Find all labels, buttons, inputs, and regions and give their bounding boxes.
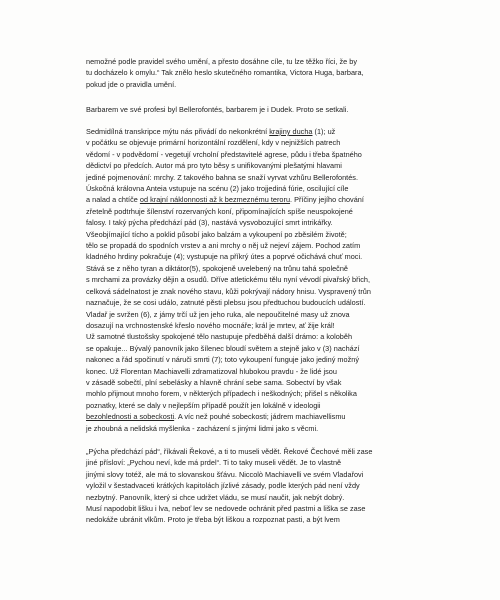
text-line	[86, 354, 404, 365]
text-segment: se opakuje... Bývalý panovník jako šílenec bloudí světem a stejně jako v (3) nachází	[86, 343, 360, 353]
text-line	[86, 320, 404, 331]
text-segment: dosazují na vrchnostenské křeslo nového mocnáře; král je mrtev, ať žije král!	[86, 320, 335, 330]
text-segment: (1); už	[312, 127, 336, 136]
text-segment: celková sádelnatost je znak nového stavu, kůži pokrývají nádory hnisu. Vyspravený trůn	[86, 286, 371, 296]
text-line	[86, 229, 404, 240]
text-line	[86, 366, 404, 377]
text-segment: mohlo přijmout mnoho forem, v některých případech i neškodných; přišel s několika	[86, 389, 357, 399]
text-line	[86, 377, 404, 388]
text-line	[86, 446, 404, 457]
text-segment: jediné pojmenování: mrchy. Z takového bahna se snaží vyrvat vzhůru Bellerofontés.	[86, 172, 359, 182]
text-line	[86, 172, 404, 183]
underlined-text: krajiny ducha	[269, 127, 313, 136]
text-line	[86, 206, 404, 217]
text-segment: v zásadě sobečtí, plní sebelásky a hlavně chrání sebe sama. Sobectví by však	[86, 377, 342, 387]
text-line	[86, 411, 404, 422]
text-line	[86, 194, 404, 205]
text-line	[86, 492, 404, 503]
text-segment: nakonec a řád spočinutí v náruči smrti (7); toto vykoupení funguje jako jediný možný	[86, 355, 360, 365]
text-segment: „Pýcha předchází pád“, říkávali Řekové, a ti to museli vědět. Řekové Čechové měli zase	[86, 447, 373, 456]
text-segment: zřetelně podtrhuje šílenství rozervaných koní, připomínajících spíše neuspokojené	[86, 206, 353, 216]
text-segment: . A víc než pouhé sobeckosti; jádrem machiavellismu	[174, 412, 346, 422]
text-line	[86, 67, 404, 78]
text-segment: Úskočná královna Anteia vstupuje na scénu (2) jako trojjediná fúrie, oscilující cíle	[86, 184, 349, 194]
text-segment: tu docházelo k omylu.“ Tak znělo heslo skutečného romantika, Victora Huga, barbara,	[86, 68, 364, 78]
text-segment: Sedmidílná transkripce mýtu nás přivádí do nekonkrétní	[86, 127, 270, 136]
text-line	[86, 149, 404, 160]
text-segment: naznačuje, že se cosi událo, zatnuté pěsti plebsu jsou předtuchou budoucích událostí.	[86, 298, 366, 308]
text-segment: a nalad a chtíče	[86, 195, 140, 205]
text-line	[86, 263, 404, 274]
text-segment: Musí napodobit lišku i lva, neboť lev se nedovede ochránit před pastmi a liška se zase	[86, 504, 366, 514]
text-line	[86, 56, 404, 67]
text-line	[86, 137, 404, 148]
text-line	[86, 104, 404, 115]
underlined-text: bezohlednosti a sobeckosti	[86, 412, 175, 422]
text-line	[86, 400, 404, 411]
text-line	[86, 480, 404, 491]
text-segment: jiné přísloví: „Pychou neví, kde má prdel“. Ti to taky museli vědět. Je to vlastně	[86, 458, 342, 468]
text-line	[86, 309, 404, 320]
text-line	[86, 126, 404, 137]
paragraph-pycha	[86, 446, 404, 526]
text-line	[86, 423, 404, 434]
text-segment: pokud jde o pravidla umění.	[86, 79, 177, 89]
text-line	[86, 388, 404, 399]
text-segment: Všeobjímající tíchо a poklid působí jako balzám a vykoupení po zběsilém životě;	[86, 229, 347, 239]
text-segment: tělo se propadá do spodních vrstev a ani mrchy o něj už nejeví zájem. Pochod zatím	[86, 241, 361, 251]
text-segment: nezbytný. Panovník, který si chce udržet vládu, se musí naučit, jak nebýt dobrý.	[86, 492, 345, 502]
text-segment: Vladař je svržen (6), z jámy trčí už jen jeho ruka, ale nepoučitelné masy už znova	[86, 309, 350, 319]
text-line	[86, 343, 404, 354]
text-segment: falosy. I taký pýcha předchází pád (3), nastává vysvobozující smrt intrikářky.	[86, 218, 333, 228]
paragraph-intro-quote-end	[86, 56, 404, 90]
text-line	[86, 160, 404, 171]
text-segment: . Příčiny jejího chování	[290, 195, 364, 205]
text-segment: v počátku se objevuje primární horizontální rozdělení, kdy v nejnižších patrech	[86, 138, 341, 148]
text-line	[86, 79, 404, 90]
text-segment: je zhoubná a nelidská myšlenka - zacházení s jinými lidmi jako s věcmi.	[86, 423, 319, 433]
text-segment: Už samotné tlustošsky spokojené tělo nastupuje předběhá další drámo: a koloběh	[86, 332, 353, 342]
text-line	[86, 274, 404, 285]
paragraph-myth-transcript	[86, 126, 404, 434]
paragraph-barbarem	[86, 104, 404, 115]
text-line	[86, 240, 404, 251]
text-line	[86, 331, 404, 342]
text-segment: kladného hrdiny pokračuje (4); vystupuje na příkrý útes a poprvé očichává chuť moci.	[86, 252, 363, 262]
text-line	[86, 469, 404, 480]
text-segment: vědomí - v podvědomí - vegetují vrcholní představitelé agrese, půdu i třeba špatného	[86, 149, 362, 159]
text-line	[86, 251, 404, 262]
text-segment: jinými slovy totéž, ale má to slovanskou šťávu. Niccolò Machiavelli ve svém Vladařovi	[86, 469, 364, 479]
text-segment: nemožné podle pravidel svého umění, a přesto dosáhne cíle, tu lze těžko říci, že by	[86, 57, 357, 66]
text-line	[86, 503, 404, 514]
text-segment: nedokáže ubránit vlkům. Proto je třeba být liškou a rozpoznat pasti, a být lvem	[86, 515, 340, 525]
text-segment: poznatky, které se daly v nejlepším případě použít jen lokálně v ideologii	[86, 400, 321, 410]
text-segment: s mrchami za provázky dějin a osudů. Dříve atletickému tělu nyní vévodí pivařský břich,	[86, 275, 371, 285]
text-segment: Barbarem ve své profesi byl Bellerofontés, barbarem je i Dudek. Proto se setkali.	[86, 105, 349, 114]
text-line	[86, 457, 404, 468]
text-line	[86, 297, 404, 308]
text-line	[86, 514, 404, 525]
text-segment: vyložil v šestadvaceti krátkých kapitolách jízlivé zásady, podle kterých pád není vždy	[86, 481, 360, 491]
text-segment: Stává se z něho tyran a diktátor(5), spokojeně uvelebený na trůnu tahá společně	[86, 263, 349, 273]
text-line	[86, 183, 404, 194]
text-segment: konec. Už Florentan Machiavelli zdramatizoval hlubokou pravdu - že lidé jsou	[86, 366, 337, 376]
text-segment: dědictví po předcích. Autor má pro tyto běsy s unifikovanými plešatými hlavami	[86, 161, 342, 171]
text-line	[86, 286, 404, 297]
text-line	[86, 217, 404, 228]
underlined-text: od krajní náklonnosti až k bezmeznému teroru	[139, 195, 291, 205]
